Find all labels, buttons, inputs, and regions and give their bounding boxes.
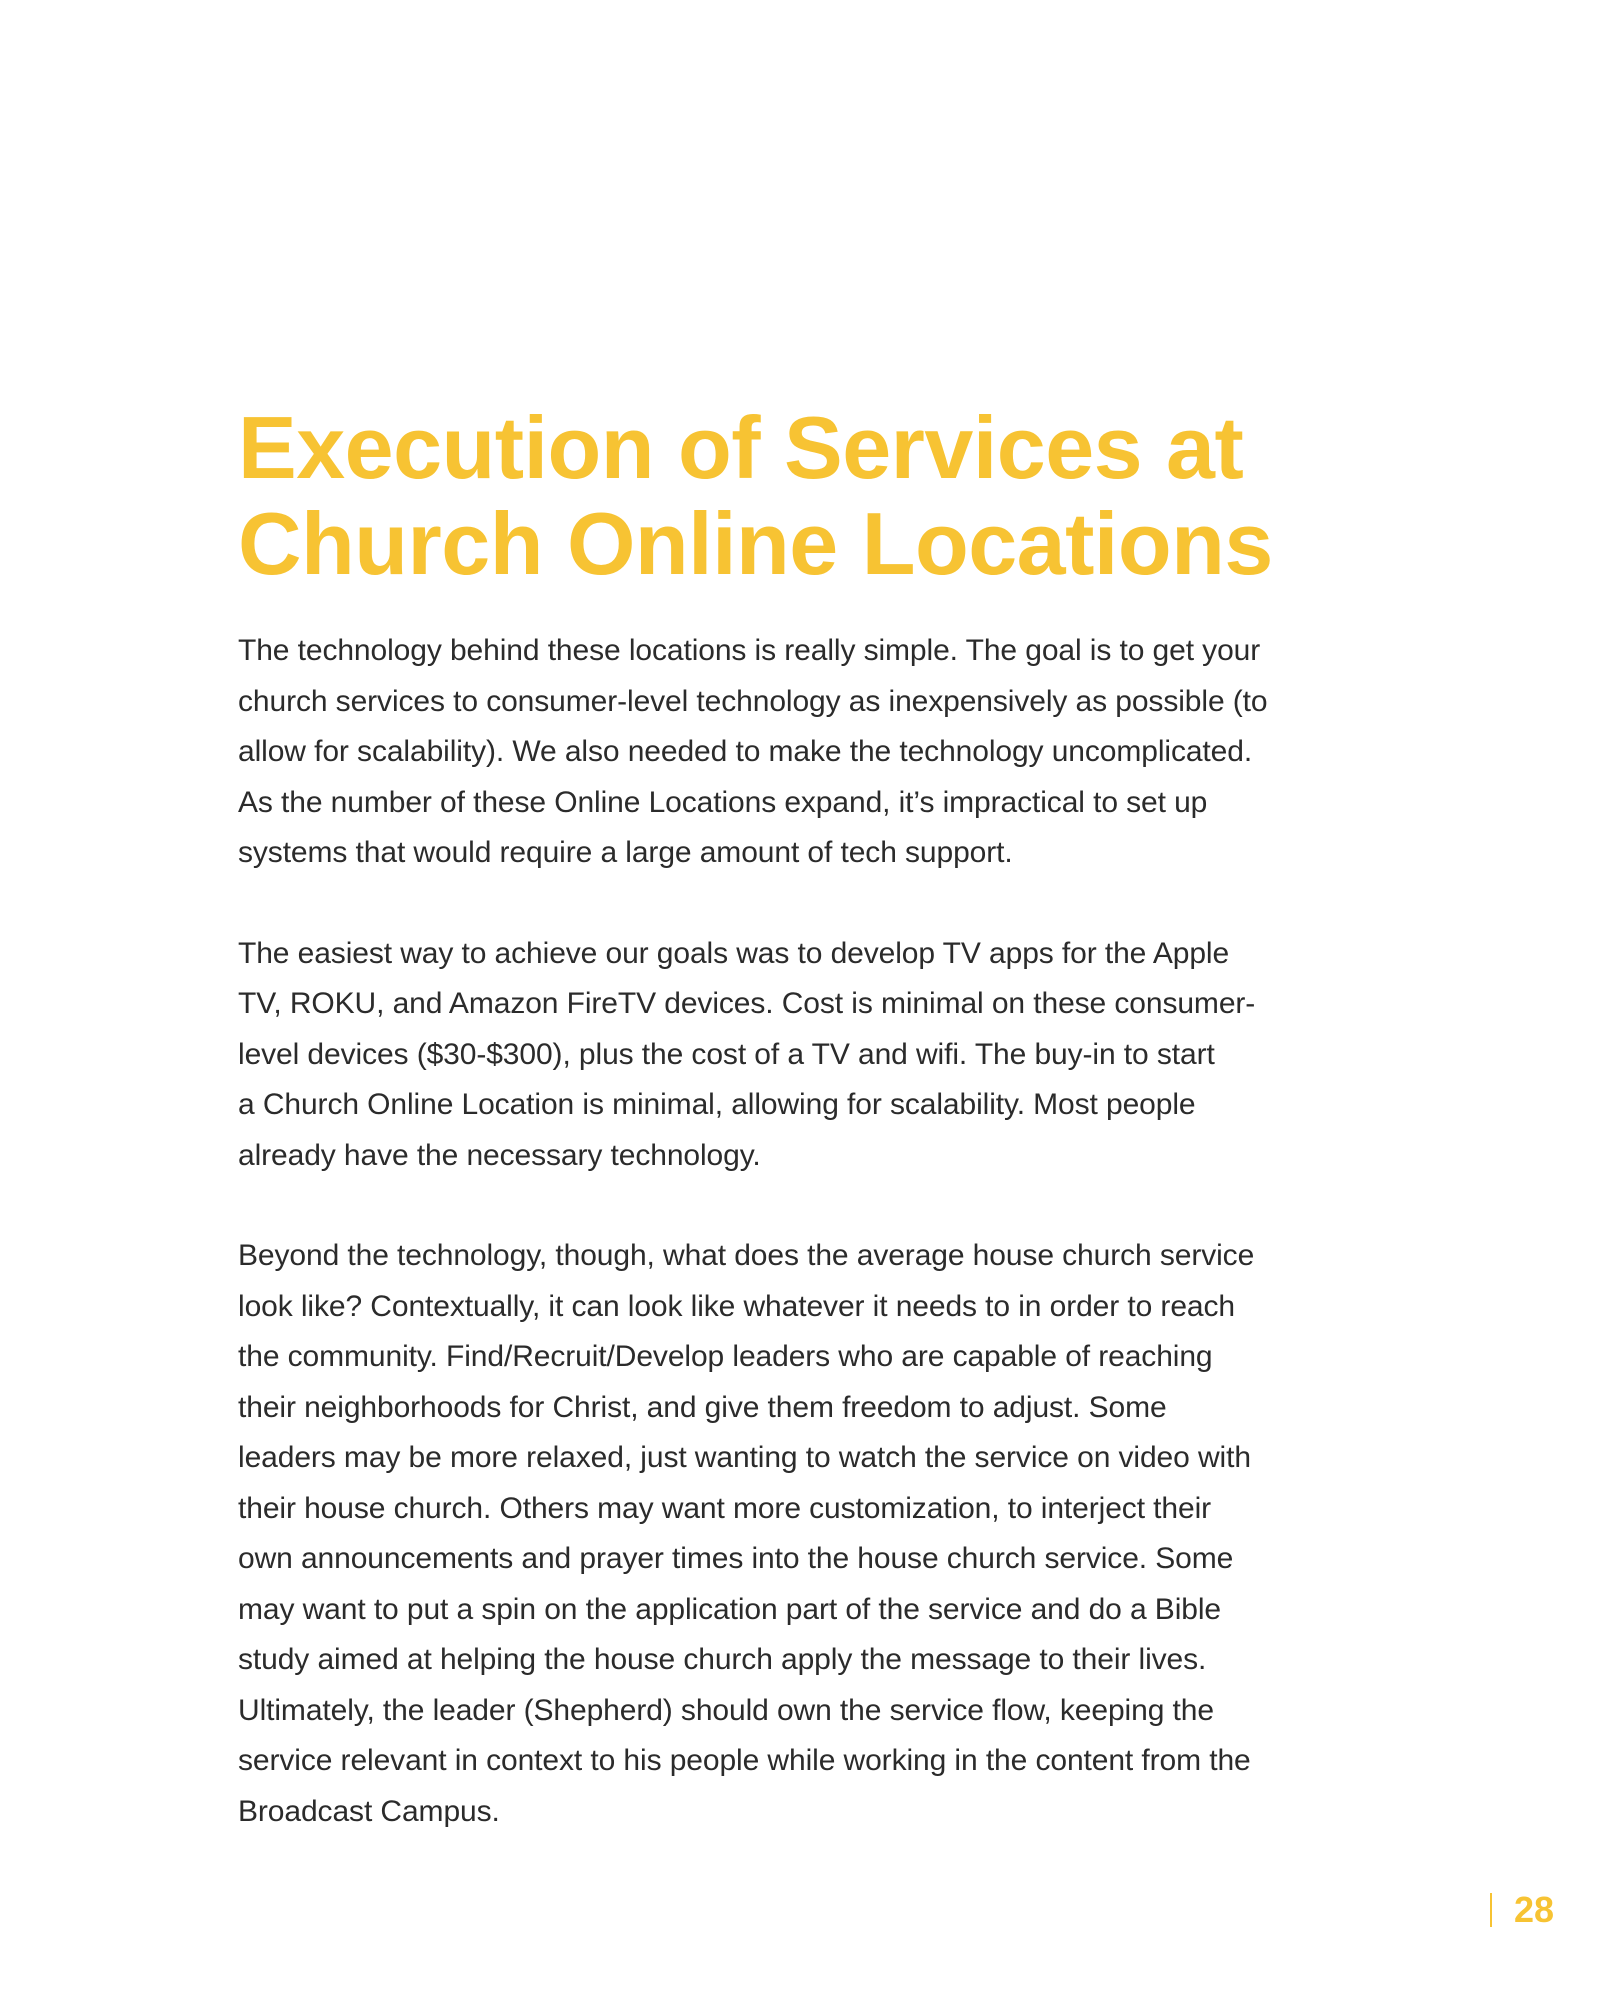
paragraph-line: systems that would require a large amount of tech support. <box>238 836 1013 869</box>
page-number-text: 28 <box>1513 1889 1554 1930</box>
paragraph-line: a Church Online Location is minimal, allowing for scalability. Most people <box>238 1088 1196 1121</box>
paragraph-line: Beyond the technology, though, what does the average house church service <box>238 1239 1255 1272</box>
page-title-line-1: Execution of Services at <box>238 398 1244 497</box>
paragraph-line: TV, ROKU, and Amazon FireTV devices. Cost is minimal on these consumer- <box>238 987 1256 1020</box>
paragraph-technology <box>238 626 1388 879</box>
paragraph-house-church-service <box>238 1231 1388 1837</box>
paragraph-line: study aimed at helping the house church apply the message to their lives. <box>238 1643 1207 1676</box>
paragraph-line: Ultimately, the leader (Shepherd) should own the service flow, keeping the <box>238 1693 1214 1727</box>
paragraph-line: their neighborhoods for Christ, and give them freedom to adjust. Some <box>238 1390 1167 1424</box>
paragraph-line: allow for scalability). We also needed to make the technology uncomplicated. <box>238 735 1253 768</box>
page-title <box>238 400 1388 592</box>
page-title-line-2: Church Online Locations <box>238 494 1273 593</box>
paragraph-line: the community. Find/Recruit/Develop leaders who are capable of reaching <box>238 1340 1213 1373</box>
page-content <box>238 400 1388 1887</box>
body-text <box>238 626 1388 1837</box>
paragraph-tv-apps <box>238 929 1388 1182</box>
page-number <box>1490 1890 1554 1930</box>
paragraph-line: Broadcast Campus. <box>238 1794 500 1828</box>
paragraph-line: As the number of these Online Locations expand, it’s impractical to set up <box>238 785 1208 819</box>
paragraph-line: church services to consumer-level technology as inexpensively as possible (to <box>238 684 1268 718</box>
paragraph-line: own announcements and prayer times into the house church service. Some <box>238 1542 1234 1575</box>
paragraph-line: leaders may be more relaxed, just wanting to watch the service on video with <box>238 1441 1251 1474</box>
paragraph-line: may want to put a spin on the application part of the service and do a Bible <box>238 1592 1222 1626</box>
paragraph-line: already have the necessary technology. <box>238 1138 761 1172</box>
paragraph-line: The easiest way to achieve our goals was to develop TV apps for the Apple <box>238 936 1230 970</box>
paragraph-line: The technology behind these locations is really simple. The goal is to get your <box>238 634 1261 667</box>
paragraph-line: their house church. Others may want more customization, to interject their <box>238 1491 1212 1525</box>
paragraph-line: level devices ($30-$300), plus the cost of a TV and wifi. The buy-in to start <box>238 1037 1215 1071</box>
page-number-divider <box>1490 1893 1492 1927</box>
paragraph-line: service relevant in context to his people while working in the content from the <box>238 1744 1251 1777</box>
paragraph-line: look like? Contextually, it can look like whatever it needs to in order to reach <box>238 1289 1235 1323</box>
